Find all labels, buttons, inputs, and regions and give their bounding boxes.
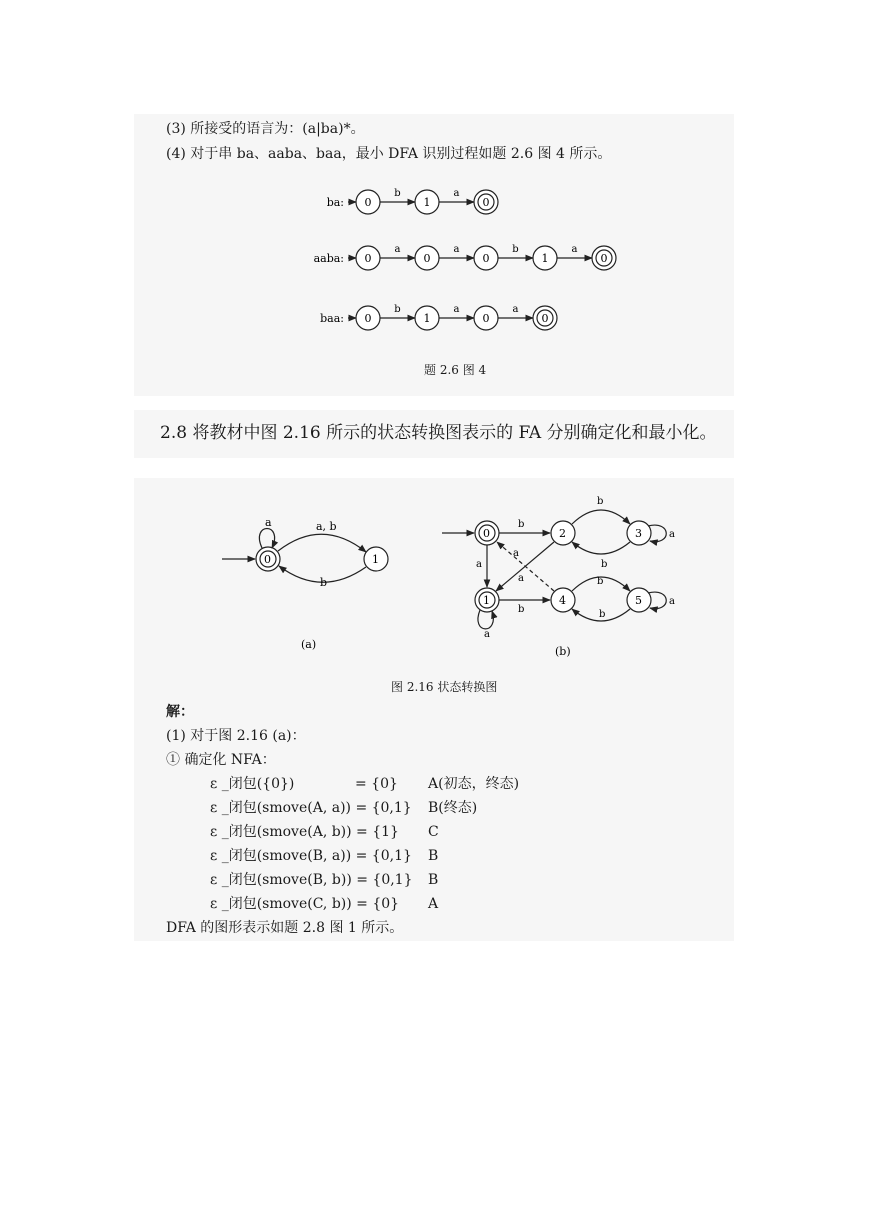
closure-state-5: A (428, 896, 439, 912)
chain-2-edge-label-2: a (512, 304, 519, 315)
solution-part-1: (1) 对于图 2.16 (a)： (166, 728, 306, 744)
state-b-3-label: 3 (635, 527, 642, 540)
closure-expr-5: ε _闭包(smove(C, b)) = {0} (210, 896, 400, 912)
closure-state-2: C (428, 824, 439, 840)
figure-a-label: (a) (301, 638, 317, 651)
answer-line-3: (3) 所接受的语言为：(a|ba)*。 (166, 121, 365, 137)
closure-expr-2: ε _闭包(smove(A, b)) = {1} (210, 824, 399, 840)
closure-expr-0: ε _闭包({0}) (210, 776, 295, 792)
closure-eq-0: = {0} (355, 776, 398, 792)
closure-expr-3: ε _闭包(smove(B, a)) = {0,1} (210, 848, 412, 864)
label-b-3-2: b (601, 559, 608, 570)
chain-label-2: baa: (320, 312, 344, 325)
solution-step-1: ① 确定化 NFA： (166, 752, 276, 768)
state-b-2-label: 2 (559, 527, 566, 540)
edge-b-3-2 (572, 542, 630, 554)
edge-a-top-label: a, b (316, 520, 337, 533)
closure-state-3: B (428, 848, 439, 864)
chain-2-edge-label-0: b (394, 304, 401, 315)
chain-1-edge-label-2: b (512, 244, 519, 255)
figure-b-label: (b) (555, 645, 571, 658)
chain-1-edge-label-3: a (571, 244, 578, 255)
label-b-1-4: b (518, 604, 525, 615)
closure-state-4: B (428, 872, 439, 888)
chain-2-edge-label-1: a (453, 304, 460, 315)
state-b-1-label: 1 (483, 594, 490, 607)
label-b-2-3: b (597, 496, 604, 507)
closure-state-0: A(初态，终态) (428, 776, 520, 792)
figure-2-6-caption: 题 2.6 图 4 (424, 363, 487, 377)
label-b-0-1: a (476, 559, 482, 570)
state-b-5-label: 5 (635, 594, 642, 607)
chain-2-state-label-3: 0 (541, 312, 549, 325)
chain-2-state-label-0: 0 (364, 312, 372, 325)
figure-2-16-caption: 图 2.16 状态转换图 (391, 680, 498, 694)
chain-1-state-label-4: 0 (600, 252, 608, 265)
chain-1-edge-label-0: a (394, 244, 401, 255)
state-a-0-label: 0 (264, 553, 271, 566)
chain-1-state-label-3: 1 (541, 252, 549, 265)
chain-2-state-label-1: 1 (423, 312, 431, 325)
label-b-0-2: b (518, 519, 525, 530)
chain-0-state-label-1: 1 (423, 196, 431, 209)
closure-expr-1: ε _闭包(smove(A, a)) = {0,1} (210, 800, 412, 816)
edge-a-bottom-label: b (320, 576, 328, 589)
label-b-3-self: a (669, 529, 675, 540)
state-b-4-label: 4 (559, 594, 566, 607)
figure-a-nfa (222, 529, 388, 583)
edge-b-self-1 (478, 610, 493, 629)
problem-2-8-heading: 2.8 将教材中图 2.16 所示的状态转换图表示的 FA 分别确定化和最小化。 (160, 423, 717, 443)
chain-0-state-label-0: 0 (364, 196, 372, 209)
state-b-0-label: 0 (483, 527, 490, 540)
closure-state-1: B(终态) (428, 800, 478, 816)
edge-b-2-3 (572, 510, 630, 524)
chain-0-edge-label-0: b (394, 188, 401, 199)
label-b-5-4: b (599, 609, 606, 620)
chain-1-state-label-0: 0 (364, 252, 372, 265)
chain-label-0: ba: (326, 196, 344, 209)
chain-0-state-label-2: 0 (482, 196, 490, 209)
answer-line-4: (4) 对于串 ba、aaba、baa，最小 DFA 识别过程如题 2.6 图 4 所示。 (166, 146, 612, 162)
state-a-1-label: 1 (372, 553, 379, 566)
label-b-5-self: a (669, 596, 675, 607)
chain-1-state-label-1: 0 (423, 252, 431, 265)
chain-1-edge-label-1: a (453, 244, 460, 255)
edge-a-self-0 (259, 529, 274, 549)
solution-footer: DFA 的图形表示如题 2.8 图 1 所示。 (166, 920, 404, 936)
chain-2-state-label-2: 0 (482, 312, 490, 325)
closure-expr-4: ε _闭包(smove(B, b)) = {0,1} (210, 872, 413, 888)
label-b-4-5: b (597, 576, 604, 587)
chain-label-1: aaba: (313, 252, 344, 265)
chain-0-edge-label-1: a (453, 188, 460, 199)
label-b-1-self: a (484, 629, 490, 640)
chain-1-state-label-2: 0 (482, 252, 490, 265)
edge-a-loop-label: a (265, 516, 272, 529)
edge-a-0-1 (278, 534, 366, 552)
label-b-2-1: a (513, 548, 519, 559)
label-b-4-0: a (518, 573, 524, 584)
solution-title: 解： (166, 704, 194, 720)
